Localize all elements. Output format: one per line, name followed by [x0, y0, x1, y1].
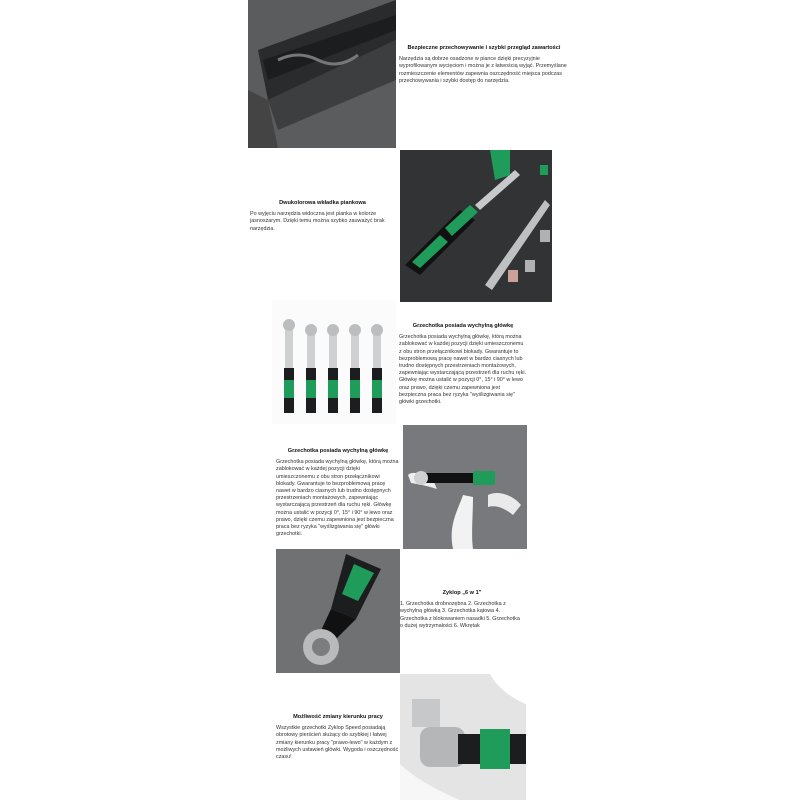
section-5-body: 1. Grzechotka drobnozębna 2. Grzechotka z wychylną główką 3. Grzechotka kątowa 4. Grzechotka z blokowaniem nasadki 5. Grzechotka o dużej wytrzymałości 6. Wkrętak [400, 601, 520, 629]
section-1-heading: Bezpieczne przechowywanie i szybki przegląd zawartości [407, 45, 561, 51]
section-3-heading: Grzechotka posiada wychylną główkę [412, 323, 514, 329]
section-2-heading: Dwukolorowa wkładka piankowa [279, 200, 366, 206]
section-3-text [399, 323, 527, 406]
hand-ratchet-image [403, 425, 527, 549]
direction-change-image [400, 674, 526, 800]
section-2-body: Po wyjęciu narzędzia widoczna jest pianka w kolorze jasnoszarym. Dzięki temu można szybko zauważyć brak narzędzia. [250, 211, 385, 232]
section-4-text [276, 448, 400, 538]
section-4-body: Grzechotka posiada wychylną główkę, którą można zablokować w każdej pozycji dzięki umieszczonemu z obu stron przełącznikowi blokady. Gwarantuje to bezproblemową pracę nawet w bardzo ciasnych lub trudno dostępnych przestrzeniach montażowych, zapewniając wystarczającą przestrzeń dla ruchu ręki. Główkę można ustalić w pozycji 0°, 15° i 90° w lewo oraz prawo, dzięki czemu zapewniona jest bezpieczna praca bez ryzyka "wyślizgiwania się" główki grzechotki. [276, 459, 399, 538]
section-1-text [399, 45, 569, 85]
section-5-text [400, 590, 524, 630]
section-1-body: Narzędzia są dobrze osadzone w piance dzięki precyzyjnie wyprofilowanym wycięciom i można je z łatwością wyjąć. Przemyślane rozmieszczenie elementów zapewnia oszczędność miejsca podczas przechowywania i szybki dostęp do narzędzia. [399, 56, 567, 84]
tool-set-image [400, 150, 552, 302]
ratchet-lineup-image [272, 300, 396, 424]
section-2-text [250, 200, 395, 233]
section-6-body: Wszystkie grzechotki Zyklop Speed posiadają obrotowy pierścień służący do szybkiej i łatwej zmiany kierunku pracy "prawo-lewo" w każdym z możliwych ustawień główki. Wygoda i oszczędność czasu! [276, 725, 399, 761]
foam-insert-image [248, 0, 396, 148]
zyklop-ratchet-image [276, 549, 400, 673]
section-6-heading: Możliwość zmiany kierunku pracy [293, 714, 383, 720]
section-6-text [276, 714, 400, 761]
section-4-heading: Grzechotka posiada wychylną główkę [287, 448, 389, 454]
section-3-body: Grzechotka posiada wychylną główkę, którą można zablokować w każdej pozycji dzięki umieszczonemu z obu stron przełącznikowi blokady. Gwarantuje to bezproblemową pracę nawet w bardzo ciasnych lub trudno dostępnych przestrzeniach montażowych, zapewniając wystarczającą przestrzeń dla ruchu ręki. Główkę można ustalić w pozycji 0°, 15° i 90° w lewo oraz prawo, dzięki czemu zapewniona jest bezpieczna praca bez ryzyka "wyślizgiwania się" główki grzechotki. [399, 334, 527, 406]
section-5-heading: Zyklop „6 w 1" [442, 590, 482, 596]
